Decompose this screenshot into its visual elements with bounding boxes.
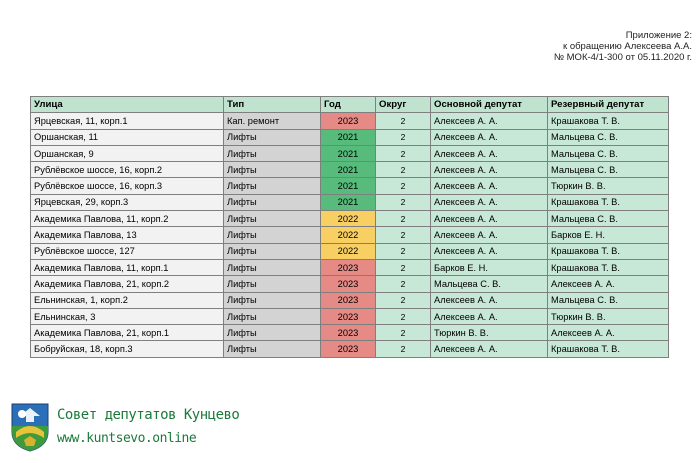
year-cell: 2021 bbox=[321, 145, 376, 161]
year-cell: 2022 bbox=[321, 211, 376, 227]
district-cell: 2 bbox=[376, 276, 431, 292]
street-cell: Академика Павлова, 13 bbox=[31, 227, 224, 243]
district-cell: 2 bbox=[376, 341, 431, 357]
district-cell: 2 bbox=[376, 178, 431, 194]
district-cell: 2 bbox=[376, 227, 431, 243]
main-deputy-cell: Тюркин В. В. bbox=[431, 325, 548, 341]
reserve-deputy-cell: Крашакова Т. В. bbox=[548, 259, 669, 275]
type-cell: Кап. ремонт bbox=[224, 113, 321, 129]
appendix-note bbox=[392, 30, 692, 63]
table-row bbox=[31, 194, 669, 210]
main-deputy-cell: Мальцева С. В. bbox=[431, 276, 548, 292]
type-cell: Лифты bbox=[224, 129, 321, 145]
appendix-note-line1: Приложение 2: bbox=[625, 30, 692, 41]
street-cell: Академика Павлова, 21, корп.1 bbox=[31, 325, 224, 341]
reserve-deputy-cell: Крашакова Т. В. bbox=[548, 113, 669, 129]
table-row bbox=[31, 211, 669, 227]
reserve-deputy-cell: Мальцева С. В. bbox=[548, 145, 669, 161]
district-cell: 2 bbox=[376, 129, 431, 145]
year-cell: 2023 bbox=[321, 292, 376, 308]
year-cell: 2023 bbox=[321, 259, 376, 275]
reserve-deputy-cell: Алексеев А. А. bbox=[548, 276, 669, 292]
reserve-deputy-cell: Тюркин В. В. bbox=[548, 178, 669, 194]
year-cell: 2022 bbox=[321, 243, 376, 259]
street-cell: Ярцевская, 29, корп.3 bbox=[31, 194, 224, 210]
main-deputy-cell: Алексеев А. А. bbox=[431, 162, 548, 178]
main-deputy-cell: Алексеев А. А. bbox=[431, 145, 548, 161]
type-cell: Лифты bbox=[224, 162, 321, 178]
district-cell: 2 bbox=[376, 145, 431, 161]
year-cell: 2023 bbox=[321, 113, 376, 129]
year-cell: 2021 bbox=[321, 194, 376, 210]
reserve-deputy-cell: Мальцева С. В. bbox=[548, 211, 669, 227]
table-row bbox=[31, 292, 669, 308]
reserve-deputy-cell: Крашакова Т. В. bbox=[548, 194, 669, 210]
column-header-reserve-deputy: Резервный депутат bbox=[548, 97, 669, 113]
type-cell: Лифты bbox=[224, 178, 321, 194]
district-cell: 2 bbox=[376, 325, 431, 341]
reserve-deputy-cell: Мальцева С. В. bbox=[548, 162, 669, 178]
reserve-deputy-cell: Мальцева С. В. bbox=[548, 292, 669, 308]
table-row bbox=[31, 145, 669, 161]
main-deputy-cell: Алексеев А. А. bbox=[431, 292, 548, 308]
table-row bbox=[31, 178, 669, 194]
table-row bbox=[31, 129, 669, 145]
year-cell: 2021 bbox=[321, 129, 376, 145]
street-cell: Ярцевская, 11, корп.1 bbox=[31, 113, 224, 129]
council-website-link[interactable]: www.kuntsevo.online bbox=[57, 431, 197, 446]
main-deputy-cell: Алексеев А. А. bbox=[431, 243, 548, 259]
street-cell: Рублёвское шоссе, 127 bbox=[31, 243, 224, 259]
reserve-deputy-cell: Крашакова Т. В. bbox=[548, 341, 669, 357]
street-cell: Ельнинская, 3 bbox=[31, 308, 224, 324]
district-cell: 2 bbox=[376, 211, 431, 227]
main-deputy-cell: Алексеев А. А. bbox=[431, 211, 548, 227]
year-cell: 2023 bbox=[321, 308, 376, 324]
appendix-note-line3: № МОК-4/1-300 от 05.11.2020 г. bbox=[553, 52, 692, 63]
main-deputy-cell: Алексеев А. А. bbox=[431, 129, 548, 145]
street-cell: Академика Павлова, 21, корп.2 bbox=[31, 276, 224, 292]
table-row bbox=[31, 341, 669, 357]
district-cell: 2 bbox=[376, 113, 431, 129]
type-cell: Лифты bbox=[224, 243, 321, 259]
table-row bbox=[31, 259, 669, 275]
type-cell: Лифты bbox=[224, 325, 321, 341]
repair-schedule-table bbox=[30, 96, 669, 358]
type-cell: Лифты bbox=[224, 341, 321, 357]
district-cell: 2 bbox=[376, 162, 431, 178]
street-cell: Рублёвское шоссе, 16, корп.3 bbox=[31, 178, 224, 194]
main-deputy-cell: Алексеев А. А. bbox=[431, 178, 548, 194]
year-cell: 2021 bbox=[321, 178, 376, 194]
appendix-note-line2: к обращению Алексеева А.А. bbox=[563, 41, 692, 52]
street-cell: Оршанская, 11 bbox=[31, 129, 224, 145]
table-header-row bbox=[31, 97, 669, 113]
reserve-deputy-cell: Мальцева С. В. bbox=[548, 129, 669, 145]
reserve-deputy-cell: Крашакова Т. В. bbox=[548, 243, 669, 259]
type-cell: Лифты bbox=[224, 276, 321, 292]
year-cell: 2021 bbox=[321, 162, 376, 178]
street-cell: Академика Павлова, 11, корп.2 bbox=[31, 211, 224, 227]
street-cell: Ельнинская, 1, корп.2 bbox=[31, 292, 224, 308]
district-cell: 2 bbox=[376, 292, 431, 308]
column-header-main-deputy: Основной депутат bbox=[431, 97, 548, 113]
type-cell: Лифты bbox=[224, 194, 321, 210]
table-row bbox=[31, 227, 669, 243]
column-header-district: Округ bbox=[376, 97, 431, 113]
table-row bbox=[31, 325, 669, 341]
column-header-year: Год bbox=[321, 97, 376, 113]
main-deputy-cell: Барков Е. Н. bbox=[431, 259, 548, 275]
street-cell: Академика Павлова, 11, корп.1 bbox=[31, 259, 224, 275]
year-cell: 2023 bbox=[321, 276, 376, 292]
table-row bbox=[31, 162, 669, 178]
district-cell: 2 bbox=[376, 308, 431, 324]
type-cell: Лифты bbox=[224, 259, 321, 275]
type-cell: Лифты bbox=[224, 227, 321, 243]
table-row bbox=[31, 276, 669, 292]
district-cell: 2 bbox=[376, 194, 431, 210]
district-cell: 2 bbox=[376, 243, 431, 259]
table-row bbox=[31, 308, 669, 324]
street-cell: Оршанская, 9 bbox=[31, 145, 224, 161]
type-cell: Лифты bbox=[224, 292, 321, 308]
table-row bbox=[31, 243, 669, 259]
column-header-street: Улица bbox=[31, 97, 224, 113]
council-logo bbox=[10, 402, 310, 454]
reserve-deputy-cell: Тюркин В. В. bbox=[548, 308, 669, 324]
main-deputy-cell: Алексеев А. А. bbox=[431, 194, 548, 210]
year-cell: 2023 bbox=[321, 341, 376, 357]
column-header-type: Тип bbox=[224, 97, 321, 113]
district-cell: 2 bbox=[376, 259, 431, 275]
main-deputy-cell: Алексеев А. А. bbox=[431, 227, 548, 243]
main-deputy-cell: Алексеев А. А. bbox=[431, 113, 548, 129]
street-cell: Рублёвское шоссе, 16, корп.2 bbox=[31, 162, 224, 178]
table-row bbox=[31, 113, 669, 129]
council-name: Совет депутатов Кунцево bbox=[57, 407, 240, 423]
street-cell: Бобруйская, 18, корп.3 bbox=[31, 341, 224, 357]
year-cell: 2023 bbox=[321, 325, 376, 341]
reserve-deputy-cell: Барков Е. Н. bbox=[548, 227, 669, 243]
reserve-deputy-cell: Алексеев А. А. bbox=[548, 325, 669, 341]
type-cell: Лифты bbox=[224, 308, 321, 324]
type-cell: Лифты bbox=[224, 211, 321, 227]
main-deputy-cell: Алексеев А. А. bbox=[431, 308, 548, 324]
type-cell: Лифты bbox=[224, 145, 321, 161]
kuntsevo-emblem-icon bbox=[10, 402, 50, 452]
main-deputy-cell: Алексеев А. А. bbox=[431, 341, 548, 357]
year-cell: 2022 bbox=[321, 227, 376, 243]
